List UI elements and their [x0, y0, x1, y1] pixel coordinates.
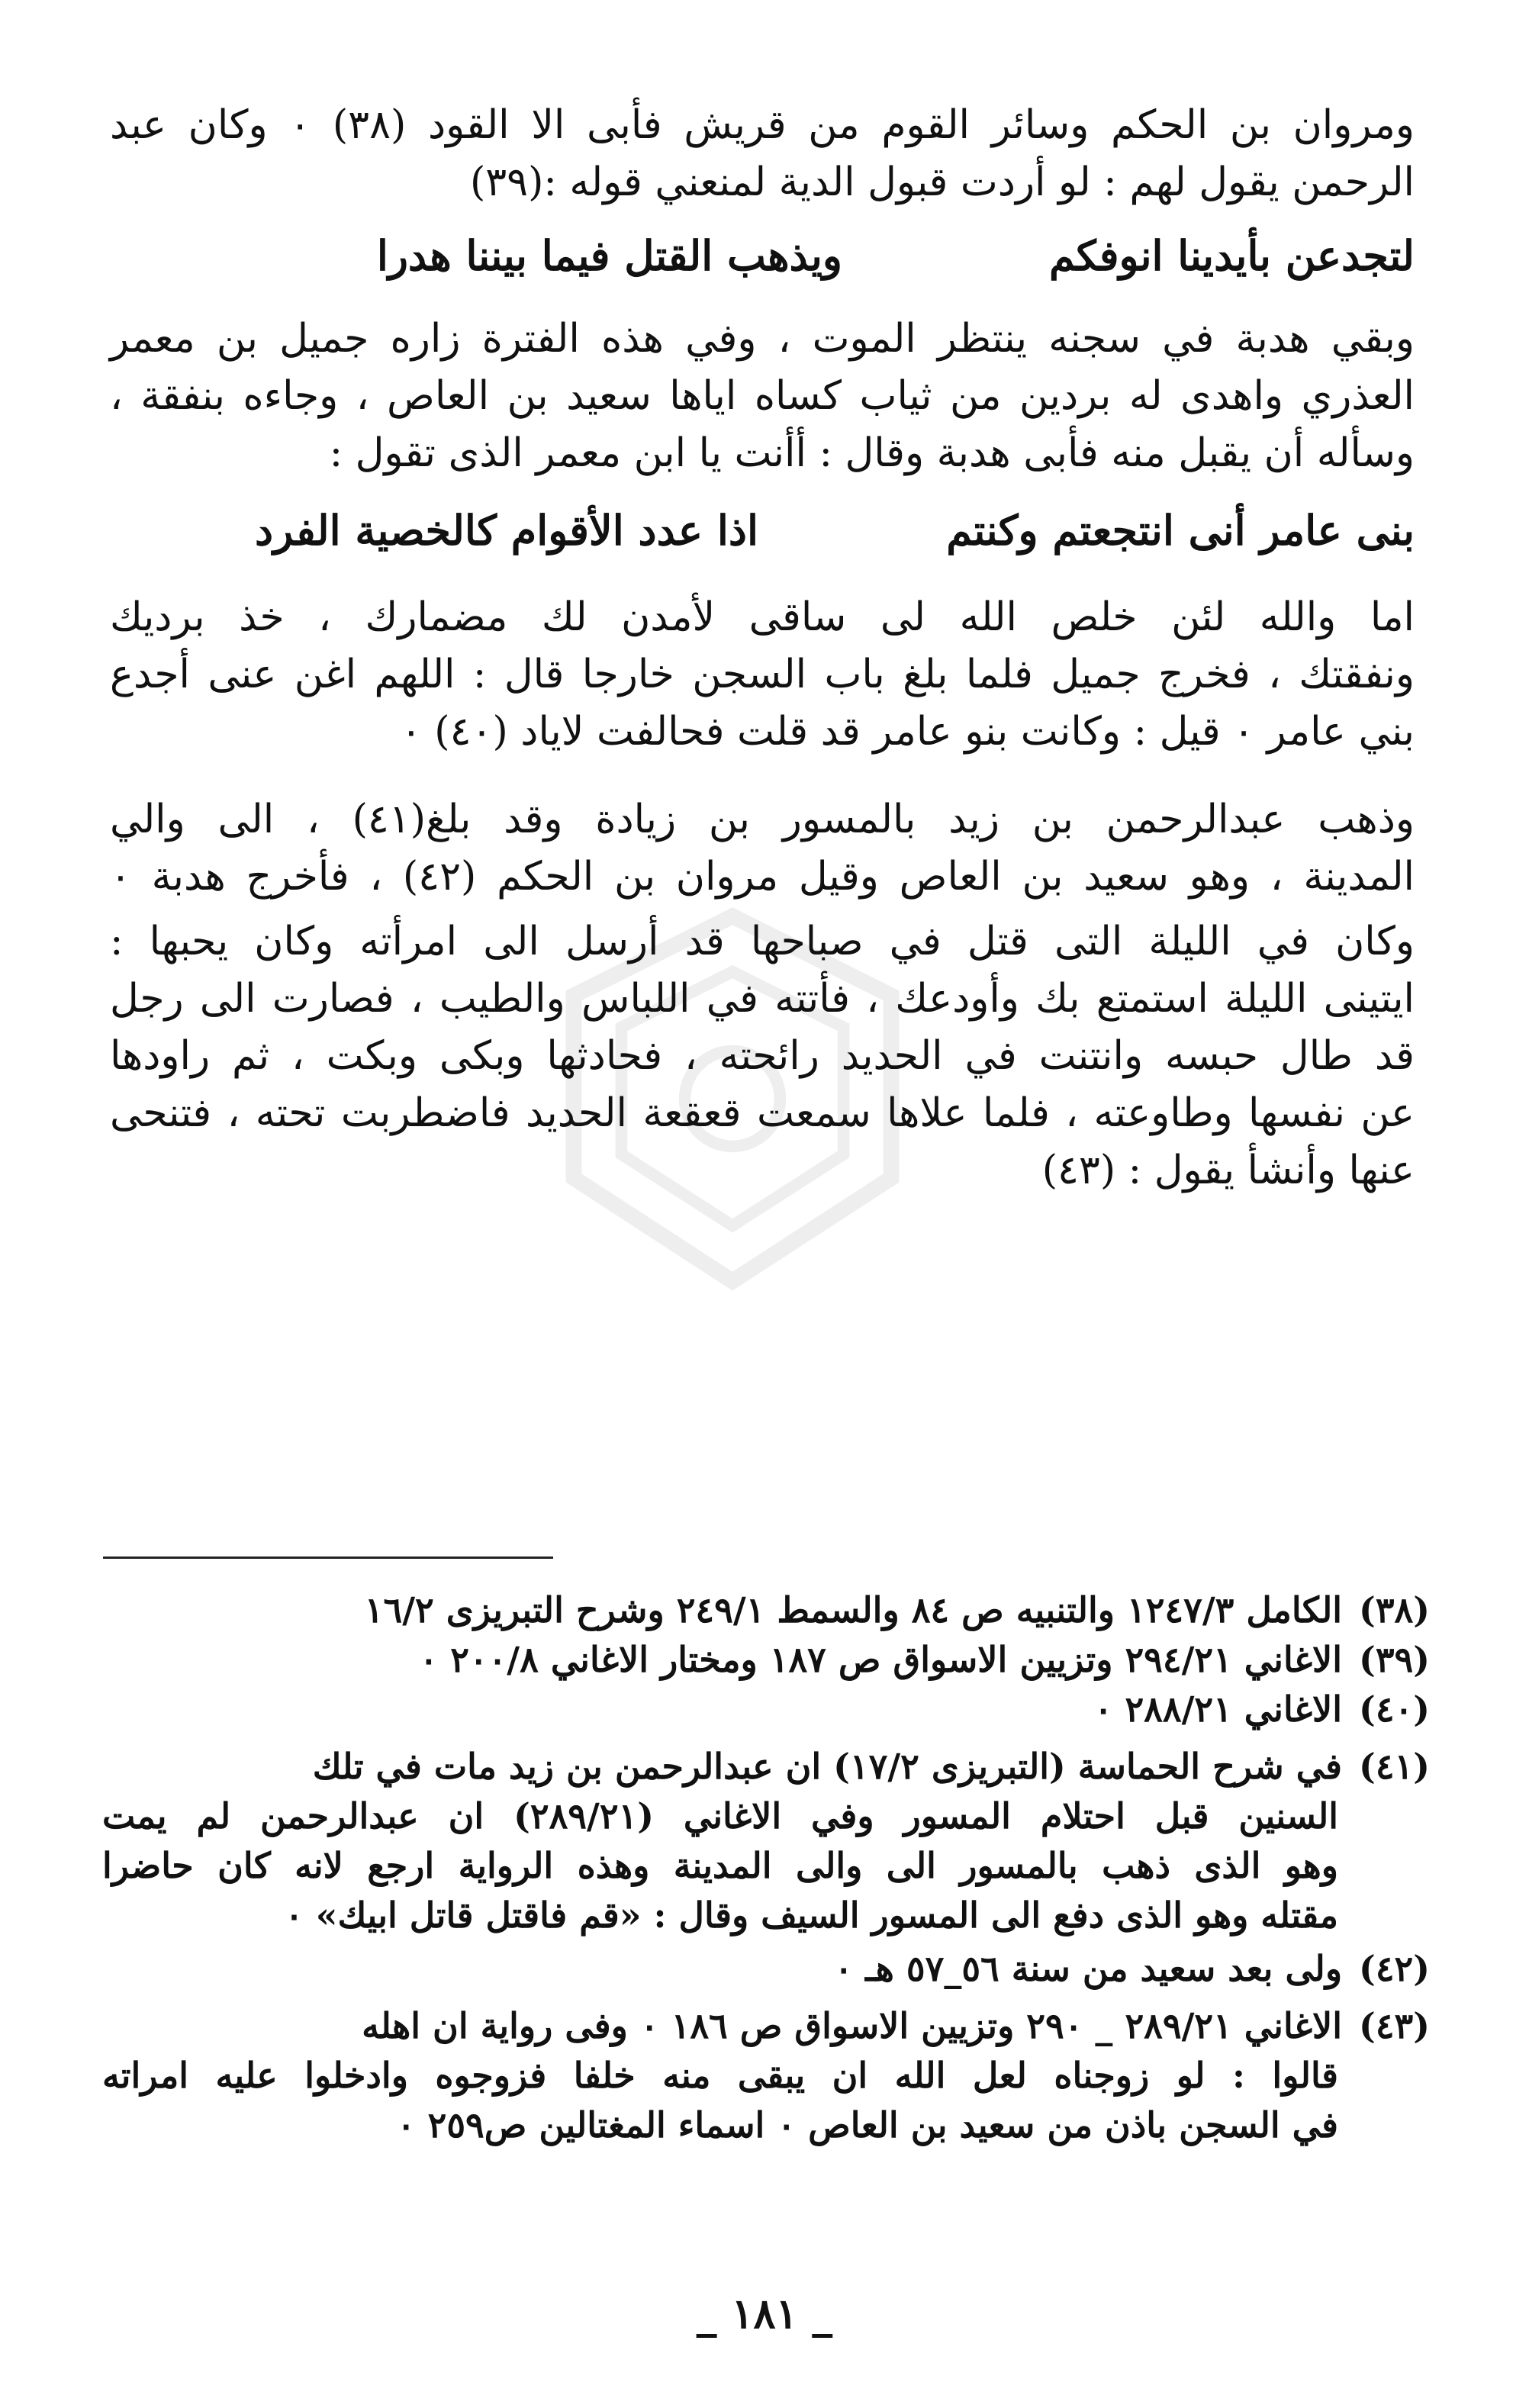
footnote-number: (٤٣)	[1359, 2005, 1430, 2046]
text-line: وسأله أن يقبل منه فأبى هدبة وقال : أأنت يا ابن معمر الذى تقول :	[329, 430, 1415, 476]
footnote	[102, 2003, 1430, 2049]
footnote-text: ولى بعد سعيد من سنة ٥٦_٥٧ هـ ٠	[834, 1948, 1343, 1989]
footnote-continuation: وهو الذى ذهب بالمسور الى والى المدينة وهذه الرواية ارجع لانه كان حاضرا	[102, 1845, 1338, 1886]
footnote-number: (٤٢)	[1359, 1948, 1430, 1989]
footnote-continuation: السنين قبل احتلام المسور وفي الاغاني (٢٨٩/٢١) ان عبدالرحمن لم يمت	[102, 1795, 1339, 1837]
text-line: ونفقتك ، فخرج جميل فلما بلغ باب السجن خارجا قال : اللهم اغن عنى أجدع	[110, 652, 1415, 697]
footnote-text: الاغاني ٢٩٤/٢١ وتزيين الاسواق ص ١٨٧ ومختار الاغاني ٢٠٠/٨ ٠	[419, 1639, 1343, 1680]
text-line: المدينة ، وهو سعيد بن العاص وقيل مروان بن الحكم (٤٢) ، فأخرج هدبة ٠	[110, 854, 1415, 900]
text-line: الرحمن يقول لهم : لو أردت قبول الدية لمنعني قوله :(٣٩)	[469, 159, 1415, 205]
footnote-number: (٤١)	[1359, 1746, 1430, 1787]
text-line: بني عامر ٠ قيل : وكانت بنو عامر قد قلت فحالفت لاياد (٤٠) ٠	[400, 709, 1415, 755]
footnote	[102, 1587, 1430, 1633]
verse-hemistich: اذا عدد الأقوام كالخصية الفرد	[255, 506, 758, 555]
text-line: عنها وأنشأ يقول : (٤٣)	[1041, 1148, 1415, 1193]
footnote	[102, 1743, 1430, 1789]
footnote-continuation: في السجن باذن من سعيد بن العاص ٠ اسماء المغتالين ص٢٥٩ ٠	[396, 2104, 1338, 2146]
footnote-number: (٣٨)	[1359, 1589, 1430, 1631]
text-line: ايتينى الليلة استمتع بك وأودعك ، فأتته في اللباس والطيب ، فصارت الى رجل	[110, 976, 1415, 1022]
footnote-text: في شرح الحماسة (التبريزى ١٧/٢) ان عبدالرحمن بن زيد مات في تلك	[312, 1746, 1343, 1787]
text-line: وبقي هدبة في سجنه ينتظر الموت ، وفي هذه الفترة زاره جميل بن معمر	[110, 316, 1415, 362]
verse-hemistich: بنى عامر أنى انتجعتم وكنتم	[946, 506, 1415, 555]
text-line: اما والله لئن خلص الله لى ساقى لأمدن لك مضمارك ، خذ برديك	[110, 594, 1415, 640]
footnote-text: الكامل ١٢٤٧/٣ والتنبيه ص ٨٤ والسمط ٢٤٩/١ وشرح التبريزى ١٦/٢	[364, 1589, 1343, 1631]
footnote-separator	[103, 1557, 553, 1559]
footnote-number: (٤٠)	[1359, 1688, 1430, 1730]
page-number: _ ١٨١ _	[696, 2289, 833, 2338]
footnote-text: الاغاني ٢٨٩/٢١ _ ٢٩٠ وتزيين الاسواق ص ١٨٦ ٠ وفى رواية ان اهله	[362, 2005, 1343, 2046]
text-line: العذري واهدى له بردين من ثياب كساه اياها سعيد بن العاص ، وجاءه بنفقة ،	[110, 373, 1415, 419]
footnote	[102, 1946, 1430, 1991]
verse-hemistich: ويذهب القتل فيما بيننا هدرا	[376, 231, 842, 280]
footnote-continuation: مقتله وهو الذى دفع الى المسور السيف وقال : «قم فاقتل قاتل ابيك» ٠	[285, 1895, 1338, 1936]
text-line: قد طال حبسه وانتنت في الحديد رائحته ، فحادثها وبكى وبكت ، ثم راودها	[110, 1033, 1415, 1079]
footnote	[102, 1637, 1430, 1682]
text-line: وكان في الليلة التى قتل في صباحها قد أرسل الى امرأته وكان يحبها :	[110, 919, 1415, 964]
text-line: وذهب عبدالرحمن بن زيد بالمسور بن زيادة وقد بلغ(٤١) ، الى والي	[110, 797, 1415, 842]
text-line: عن نفسها وطاوعته ، فلما علاها سمعت قعقعة الحديد فاضطربت تحته ، فتنحى	[110, 1090, 1415, 1136]
text-line: ومروان بن الحكم وسائر القوم من قريش فأبى الا القود (٣٨) ٠ وكان عبد	[110, 102, 1415, 148]
footnote	[102, 1686, 1430, 1732]
verse-hemistich: لتجدعن بأيدينا انوفكم	[1048, 231, 1415, 280]
footnote-number: (٣٩)	[1359, 1639, 1430, 1680]
footnote-continuation: قالوا : لو زوجناه لعل الله ان يبقى منه خلفا فزوجوه وادخلوا عليه امراته	[102, 2055, 1338, 2096]
footnote-text: الاغاني ٢٨٨/٢١ ٠	[1093, 1688, 1343, 1730]
